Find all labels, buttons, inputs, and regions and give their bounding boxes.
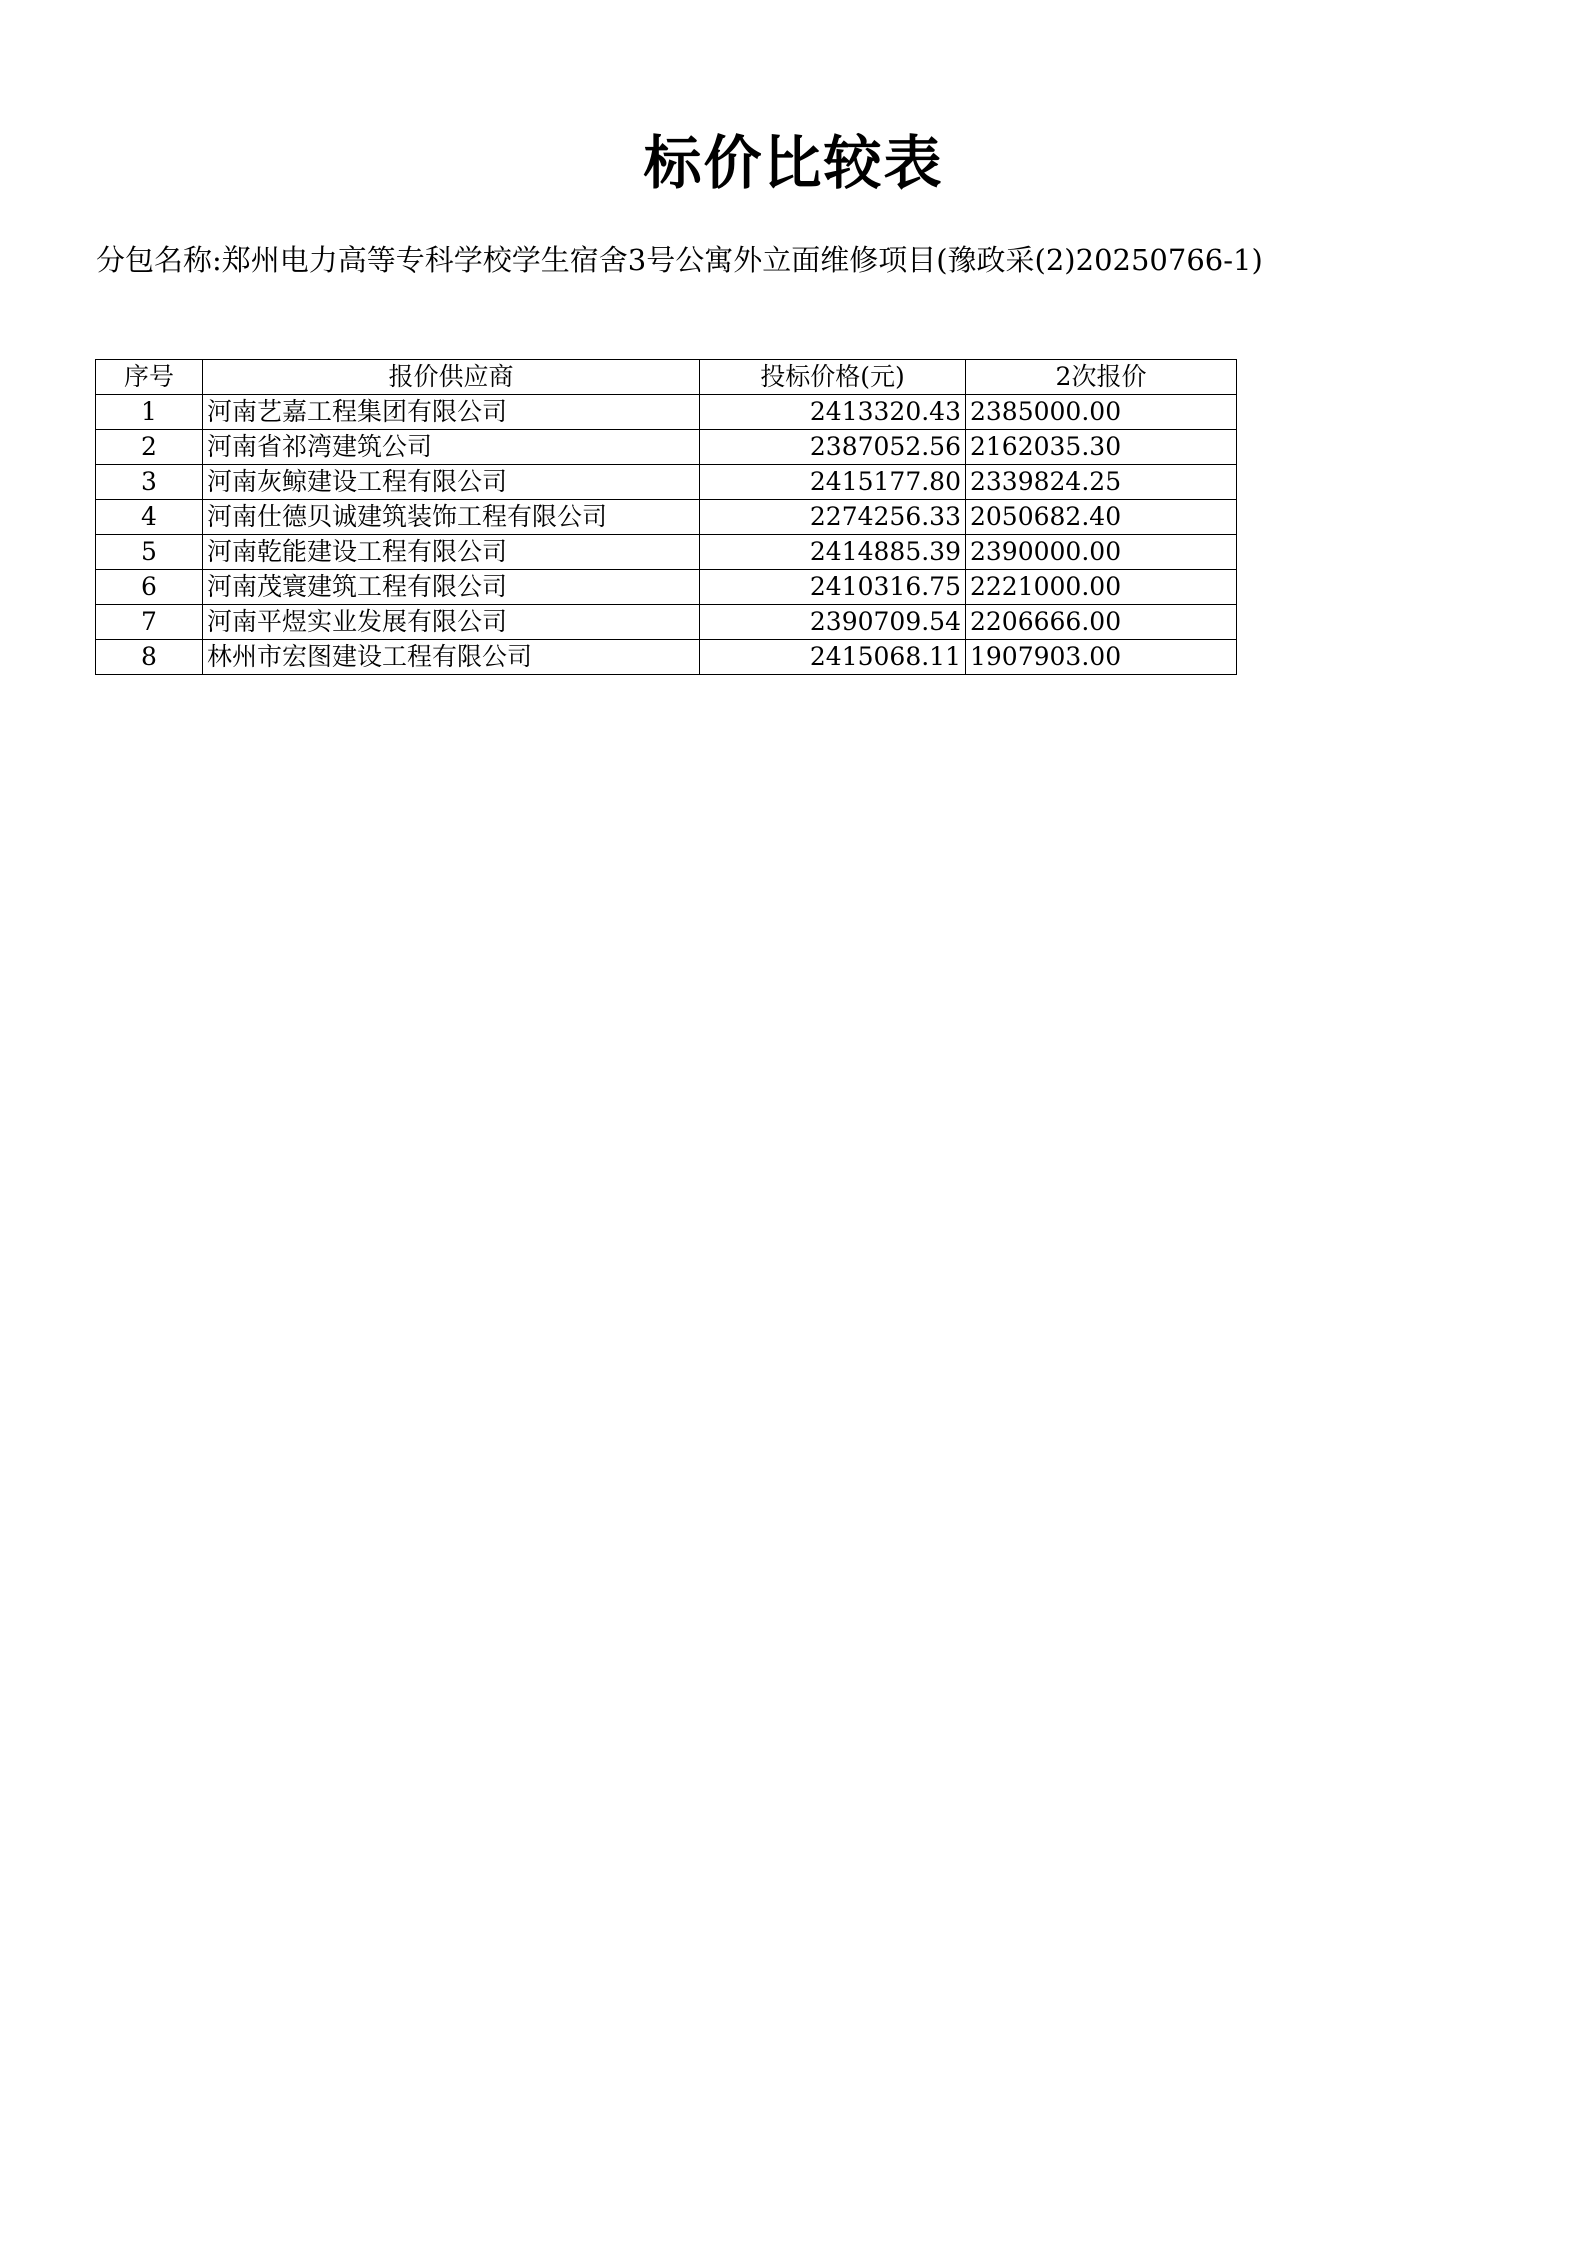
row-number: 6 xyxy=(96,570,203,605)
vendor-name: 河南省祁湾建筑公司 xyxy=(203,430,700,465)
second-quote: 1907903.00 xyxy=(966,640,1237,675)
bid-price: 2410316.75 xyxy=(700,570,966,605)
header-no: 序号 xyxy=(96,360,203,395)
row-number: 5 xyxy=(96,535,203,570)
bid-price: 2414885.39 xyxy=(700,535,966,570)
header-second-quote: 2次报价 xyxy=(966,360,1237,395)
vendor-name: 河南茂寰建筑工程有限公司 xyxy=(203,570,700,605)
row-number: 2 xyxy=(96,430,203,465)
vendor-name: 林州市宏图建设工程有限公司 xyxy=(203,640,700,675)
second-quote: 2162035.30 xyxy=(966,430,1237,465)
bid-comparison-table xyxy=(95,359,1237,675)
second-quote: 2390000.00 xyxy=(966,535,1237,570)
table-header-row xyxy=(96,360,1237,395)
table-row xyxy=(96,605,1237,640)
second-quote: 2050682.40 xyxy=(966,500,1237,535)
table-row xyxy=(96,570,1237,605)
bid-price: 2415177.80 xyxy=(700,465,966,500)
vendor-name: 河南仕德贝诚建筑装饰工程有限公司 xyxy=(203,500,700,535)
bid-price: 2274256.33 xyxy=(700,500,966,535)
second-quote: 2206666.00 xyxy=(966,605,1237,640)
table-row xyxy=(96,535,1237,570)
row-number: 8 xyxy=(96,640,203,675)
table-row xyxy=(96,500,1237,535)
vendor-name: 河南平煜实业发展有限公司 xyxy=(203,605,700,640)
row-number: 7 xyxy=(96,605,203,640)
header-price: 投标价格(元) xyxy=(700,360,966,395)
bid-price: 2413320.43 xyxy=(700,395,966,430)
bid-price: 2387052.56 xyxy=(700,430,966,465)
second-quote: 2339824.25 xyxy=(966,465,1237,500)
table-row xyxy=(96,395,1237,430)
second-quote: 2385000.00 xyxy=(966,395,1237,430)
vendor-name: 河南乾能建设工程有限公司 xyxy=(203,535,700,570)
row-number: 4 xyxy=(96,500,203,535)
vendor-name: 河南艺嘉工程集团有限公司 xyxy=(203,395,700,430)
table-row xyxy=(96,465,1237,500)
vendor-name: 河南灰鲸建设工程有限公司 xyxy=(203,465,700,500)
row-number: 3 xyxy=(96,465,203,500)
package-name: 分包名称:郑州电力高等专科学校学生宿舍3号公寓外立面维修项目(豫政采(2)20250766-1) xyxy=(96,243,1263,277)
table-row xyxy=(96,430,1237,465)
header-vendor: 报价供应商 xyxy=(203,360,700,395)
row-number: 1 xyxy=(96,395,203,430)
bid-price: 2415068.11 xyxy=(700,640,966,675)
page-title: 标价比较表 xyxy=(643,129,944,197)
second-quote: 2221000.00 xyxy=(966,570,1237,605)
bid-price: 2390709.54 xyxy=(700,605,966,640)
table-row xyxy=(96,640,1237,675)
